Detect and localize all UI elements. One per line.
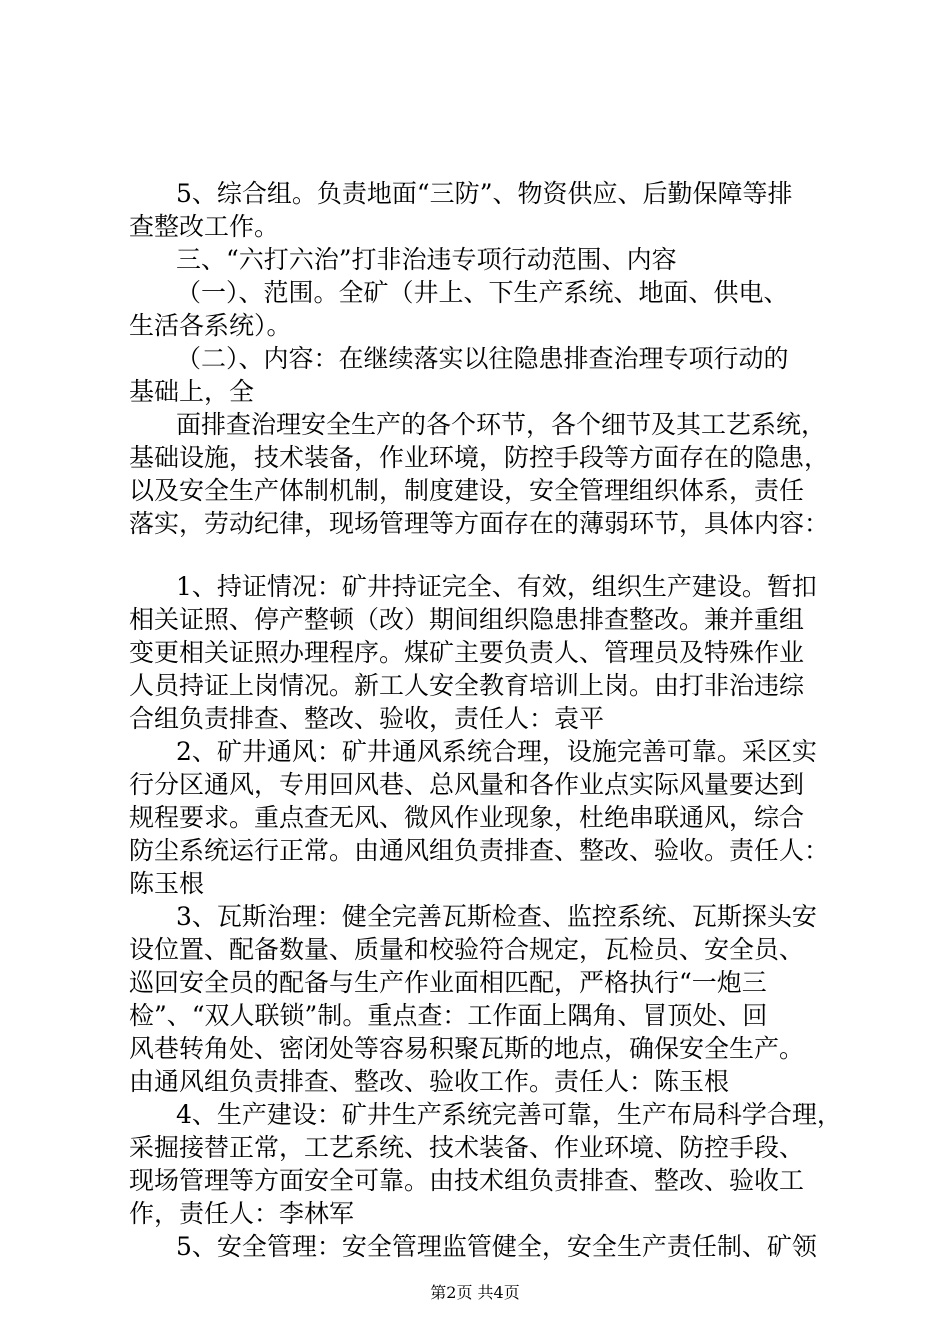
text-line: （一）、范围。全矿（井上、下生产系统、地面、供电、	[176, 278, 789, 307]
text-line: 4、生产建设：矿井生产系统完善可靠，生产布局科学合理，	[176, 1100, 842, 1129]
text-line: 查整改工作。	[129, 212, 280, 241]
page-number-footer: 第2页 共4页	[430, 1283, 520, 1302]
text-line: 现场管理等方面安全可靠。由技术组负责排查、整改、验收工	[129, 1166, 805, 1195]
text-line: 落实，劳动纪律，现场管理等方面存在的薄弱环节，具体内容：	[129, 509, 830, 538]
text-line: （二）、内容：在继续落实以往隐患排查治理专项行动的	[176, 344, 789, 373]
text-line: 巡回安全员的配备与生产作业面相匹配，严格执行“一炮三	[129, 968, 767, 997]
text-line: 风巷转角处、密闭处等容易积聚瓦斯的地点，确保安全生产。	[129, 1034, 805, 1063]
text-line: 行分区通风，专用回风巷、总风量和各作业点实际风量要达到	[129, 770, 805, 799]
text-line: 相关证照、停产整顿（改）期间组织隐患排查整改。兼并重组	[129, 605, 805, 634]
text-line: 作，责任人：李林军	[129, 1199, 355, 1228]
text-line: 设位置、配备数量、质量和校验符合规定，瓦检员、安全员、	[129, 935, 805, 964]
text-line: 陈玉根	[129, 869, 205, 898]
text-line: 面排查治理安全生产的各个环节，各个细节及其工艺系统，	[176, 410, 827, 439]
text-line: 基础上，全	[129, 377, 255, 406]
text-line: 合组负责排查、整改、验收，责任人：袁平	[129, 704, 605, 733]
text-line: 5、综合组。负责地面“三防”、物资供应、后勤保障等排	[176, 179, 793, 208]
text-line: 基础设施，技术装备，作业环境，防控手段等方面存在的隐患，	[129, 443, 830, 472]
text-line: 人员持证上岗情况。新工人安全教育培训上岗。由打非治违综	[129, 671, 805, 700]
text-line: 1、持证情况：矿井持证完全、有效，组织生产建设。暂扣	[176, 572, 817, 601]
text-line: 3、瓦斯治理：健全完善瓦斯检查、监控系统、瓦斯探头安	[176, 902, 817, 931]
text-line: 5、安全管理：安全管理监管健全，安全生产责任制、矿领	[176, 1232, 817, 1261]
text-line: 变更相关证照办理程序。煤矿主要负责人、管理员及特殊作业	[129, 638, 805, 667]
text-line: 由通风组负责排查、整改、验收工作。责任人：陈玉根	[129, 1067, 730, 1096]
text-line: 生活各系统）。	[129, 311, 292, 340]
text-line: 采掘接替正常，工艺系统、技术装备、作业环境、防控手段、	[129, 1133, 805, 1162]
section-heading: 三、“六打六治”打非治违专项行动范围、内容	[176, 245, 677, 274]
text-line: 规程要求。重点查无风、微风作业现象，杜绝串联通风，综合	[129, 803, 805, 832]
text-line: 以及安全生产体制机制，制度建设，安全管理组织体系，责任	[129, 476, 805, 505]
text-line: 防尘系统运行正常。由通风组负责排查、整改、验收。责任人：	[129, 836, 830, 865]
text-line: 2、矿井通风：矿井通风系统合理，设施完善可靠。采区实	[176, 737, 817, 766]
text-line: 检”、“双人联锁”制。重点查：工作面上隅角、冒顶处、回	[129, 1001, 768, 1030]
